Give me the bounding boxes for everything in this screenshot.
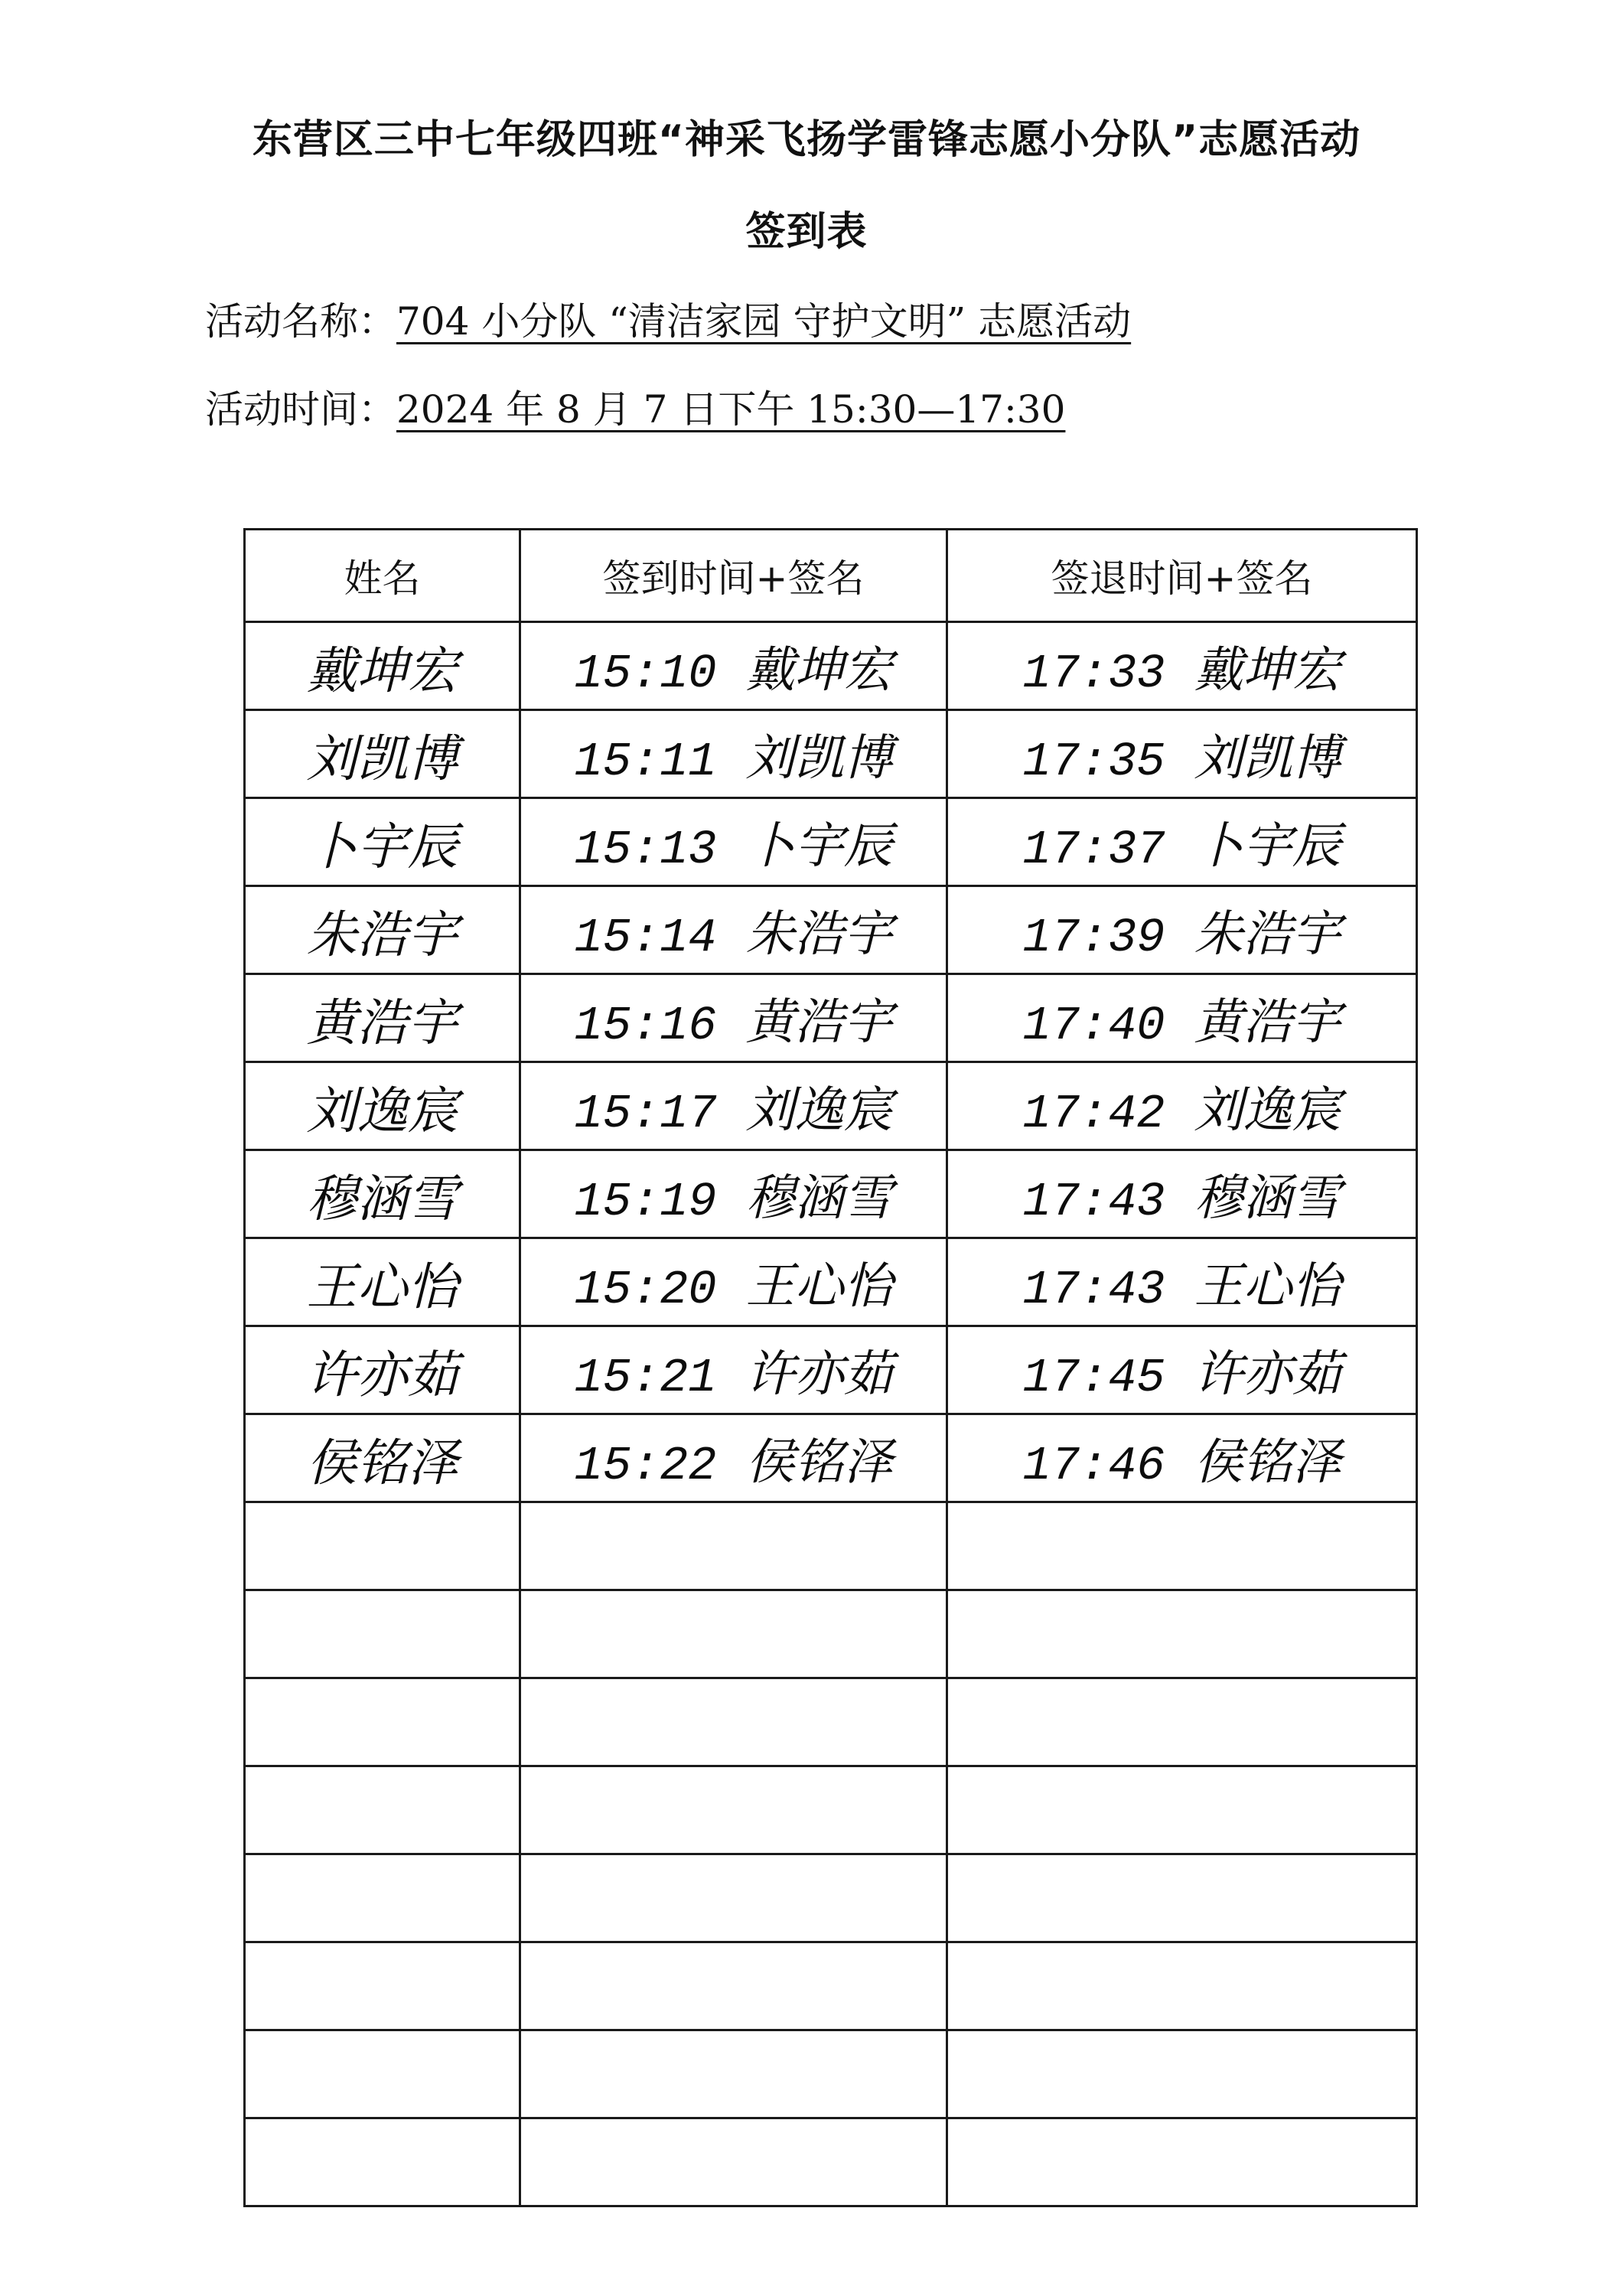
name-signature: 黄浩宇: [306, 993, 458, 1052]
sign-in-cell: [520, 1326, 947, 1414]
sign-in-signature: 侯铭泽: [745, 1434, 893, 1491]
sign-in-signature: 卜宇辰: [745, 818, 893, 875]
name-cell: [245, 710, 520, 798]
table-row: [245, 1062, 1417, 1150]
table-row: [245, 622, 1417, 710]
sign-in-time: 15:11: [574, 735, 717, 789]
name-signature: 刘凯博: [306, 729, 458, 788]
header-name: 姓名: [245, 530, 520, 622]
sign-out-cell: [947, 1062, 1417, 1150]
sign-out-cell: [947, 798, 1417, 886]
sign-out-cell: [947, 710, 1417, 798]
table-row: [245, 1326, 1417, 1414]
sign-in-time: 15:19: [574, 1175, 717, 1229]
empty-cell: [520, 2030, 947, 2118]
name-signature: 刘逸宸: [306, 1081, 458, 1140]
empty-cell: [245, 1590, 520, 1678]
sign-in-signature: 穆涵雪: [745, 1170, 893, 1227]
sign-out-signature: 卜宇辰: [1194, 818, 1341, 875]
empty-cell: [947, 1502, 1417, 1590]
sign-in-cell: [520, 1414, 947, 1502]
activity-time-line: [205, 379, 1065, 434]
empty-table-row: [245, 1854, 1417, 1942]
sign-in-signature: 朱浩宇: [745, 906, 893, 963]
empty-cell: [245, 1854, 520, 1942]
sign-in-cell: [520, 1062, 947, 1150]
sign-in-time: 15:13: [574, 823, 717, 877]
sign-in-cell: [520, 974, 947, 1062]
empty-cell: [947, 1942, 1417, 2030]
empty-cell: [947, 1766, 1417, 1854]
name-cell: [245, 798, 520, 886]
sign-in-signature: 许亦茹: [745, 1346, 893, 1403]
table-row: [245, 798, 1417, 886]
sign-in-table: [243, 528, 1418, 2207]
name-signature: 许亦茹: [306, 1345, 458, 1404]
name-cell: [245, 1326, 520, 1414]
name-cell: [245, 1414, 520, 1502]
empty-cell: [245, 1678, 520, 1766]
sign-in-signature: 戴坤宏: [745, 642, 893, 699]
sign-out-signature: 穆涵雪: [1194, 1170, 1341, 1227]
sign-out-cell: [947, 974, 1417, 1062]
sign-out-cell: [947, 1326, 1417, 1414]
table-row: [245, 710, 1417, 798]
sign-in-cell: [520, 1238, 947, 1326]
name-signature: 侯铭泽: [306, 1433, 458, 1492]
sign-out-signature: 刘凯博: [1194, 730, 1341, 787]
sign-out-time: 17:43: [1022, 1263, 1165, 1317]
empty-cell: [245, 1502, 520, 1590]
empty-table-row: [245, 1942, 1417, 2030]
name-signature: 穆涵雪: [306, 1169, 458, 1228]
name-cell: [245, 1150, 520, 1238]
sign-in-time: 15:22: [574, 1439, 717, 1493]
sign-out-signature: 黄浩宇: [1194, 994, 1341, 1051]
header-sign-out: 签退时间+签名: [947, 530, 1417, 622]
activity-time-value: 2024 年 8 月 7 日下午 15:30—17:30: [396, 387, 1066, 432]
sign-out-signature: 王心怡: [1194, 1258, 1341, 1315]
empty-cell: [520, 2118, 947, 2206]
table-row: [245, 974, 1417, 1062]
table-row: [245, 886, 1417, 974]
sign-out-time: 17:39: [1022, 911, 1165, 965]
sign-in-signature: 刘逸宸: [745, 1082, 893, 1139]
empty-cell: [947, 1854, 1417, 1942]
sign-in-time: 15:14: [574, 911, 717, 965]
document-title: 东营区三中七年级四班“神采飞扬学雷锋志愿小分队”志愿活动: [252, 117, 1361, 163]
empty-table-row: [245, 1766, 1417, 1854]
sign-out-signature: 侯铭泽: [1194, 1434, 1341, 1491]
sign-in-time: 15:17: [574, 1087, 717, 1141]
activity-time-label: 活动时间：: [205, 387, 396, 432]
table-header-row: [245, 530, 1417, 622]
name-cell: [245, 622, 520, 710]
name-signature: 朱浩宇: [306, 905, 458, 964]
empty-cell: [520, 1678, 947, 1766]
sign-in-cell: [520, 622, 947, 710]
header-sign-in: 签到时间+签名: [520, 530, 947, 622]
table-row: [245, 1150, 1417, 1238]
name-signature: 王心怡: [306, 1257, 458, 1316]
sign-in-time: 15:21: [574, 1351, 717, 1405]
sign-out-time: 17:33: [1022, 647, 1165, 701]
sign-out-signature: 朱浩宇: [1194, 906, 1341, 963]
empty-table-row: [245, 1502, 1417, 1590]
empty-table-row: [245, 1678, 1417, 1766]
empty-table-row: [245, 2030, 1417, 2118]
activity-name-value: 704 小分队 “清洁家园 守护文明” 志愿活动: [396, 299, 1132, 344]
sign-out-cell: [947, 886, 1417, 974]
sign-in-signature: 王心怡: [745, 1258, 893, 1315]
empty-cell: [245, 2030, 520, 2118]
empty-cell: [947, 2030, 1417, 2118]
empty-cell: [947, 1590, 1417, 1678]
empty-table-row: [245, 2118, 1417, 2206]
sign-in-time: 15:16: [574, 999, 717, 1053]
sign-out-time: 17:40: [1022, 999, 1165, 1053]
sign-out-signature: 刘逸宸: [1194, 1082, 1341, 1139]
empty-cell: [245, 2118, 520, 2206]
empty-cell: [520, 1854, 947, 1942]
sign-in-cell: [520, 798, 947, 886]
name-cell: [245, 886, 520, 974]
sign-out-time: 17:35: [1022, 735, 1165, 789]
empty-cell: [520, 1942, 947, 2030]
empty-cell: [520, 1766, 947, 1854]
sign-out-cell: [947, 1238, 1417, 1326]
empty-cell: [520, 1502, 947, 1590]
activity-name-line: [205, 291, 1131, 346]
empty-cell: [947, 2118, 1417, 2206]
empty-cell: [520, 1590, 947, 1678]
sign-out-cell: [947, 1150, 1417, 1238]
sign-out-time: 17:42: [1022, 1087, 1165, 1141]
sign-out-signature: 许亦茹: [1194, 1346, 1341, 1403]
sign-out-time: 17:46: [1022, 1439, 1165, 1493]
sign-out-cell: [947, 622, 1417, 710]
name-cell: [245, 1062, 520, 1150]
empty-cell: [245, 1942, 520, 2030]
sign-in-time: 15:20: [574, 1263, 717, 1317]
sign-in-signature: 刘凯博: [745, 730, 893, 787]
sign-in-cell: [520, 1150, 947, 1238]
sign-out-cell: [947, 1414, 1417, 1502]
table-row: [245, 1238, 1417, 1326]
sign-in-cell: [520, 710, 947, 798]
empty-table-row: [245, 1590, 1417, 1678]
sign-out-time: 17:45: [1022, 1351, 1165, 1405]
sign-in-signature: 黄浩宇: [745, 994, 893, 1051]
sign-out-signature: 戴坤宏: [1194, 642, 1341, 699]
sign-in-time: 15:10: [574, 647, 717, 701]
document-subtitle: 签到表: [745, 209, 868, 255]
activity-name-label: 活动名称：: [205, 299, 396, 344]
table-body: [245, 622, 1417, 2206]
name-cell: [245, 974, 520, 1062]
empty-cell: [245, 1766, 520, 1854]
empty-cell: [947, 1678, 1417, 1766]
sign-out-time: 17:37: [1022, 823, 1165, 877]
table-row: [245, 1414, 1417, 1502]
sign-in-cell: [520, 886, 947, 974]
name-signature: 戴坤宏: [306, 641, 458, 700]
name-cell: [245, 1238, 520, 1326]
name-signature: 卜宇辰: [306, 817, 458, 876]
sign-out-time: 17:43: [1022, 1175, 1165, 1229]
